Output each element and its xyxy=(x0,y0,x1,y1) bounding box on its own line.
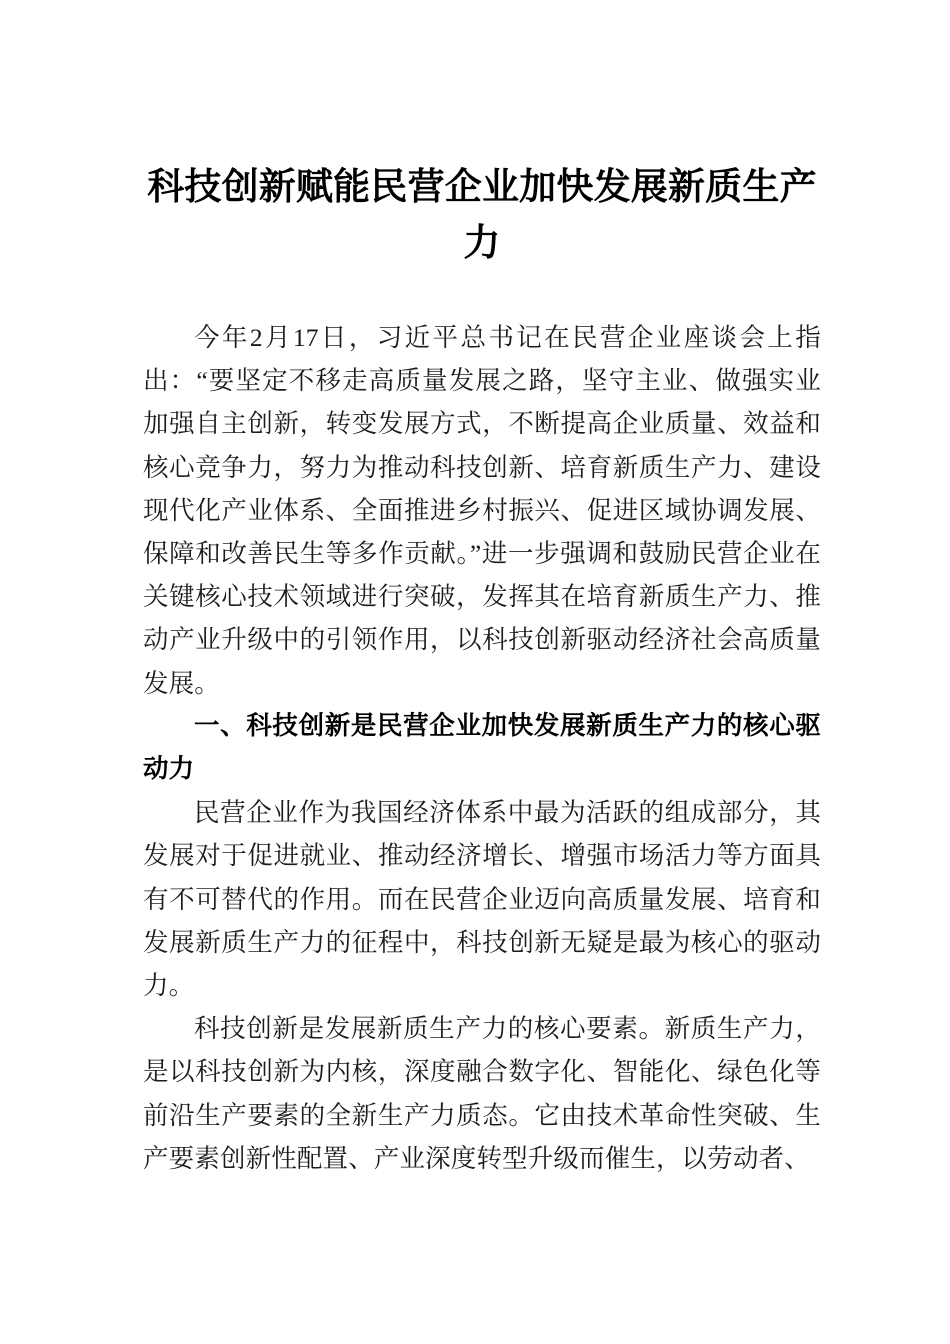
paragraph-core-element: 科技创新是发展新质生产力的核心要素。新质生产力，是以科技创新为内核，深度融合数字化、智能化、绿色化等前沿生产要素的全新生产力质态。它由技术革命性突破、生产要素创新性配置、产业深度转型升级而催生，以劳动者、 xyxy=(143,1014,821,1173)
paragraph-opening-quote: 今年2月17日，习近平总书记在民营企业座谈会上指出：“要坚定不移走高质量发展之路，坚守主业、做强实业加强自主创新，转变发展方式，不断提高企业质量、效益和核心竞争力，努力为推动科技创新、培育新质生产力、建设现代化产业体系、全面推进乡村振兴、促进区域协调发展、保障和改善民生等多作贡献。”进一步强调和鼓励民营企业在关键核心技术领域进行突破，发挥其在培育新质生产力、推动产业升级中的引领作用，以科技创新驱动经济社会高质量发展。 xyxy=(143,323,821,698)
section-heading-1: 一、科技创新是民营企业加快发展新质生产力的核心驱动力 xyxy=(143,711,821,784)
paragraph-private-enterprise-role: 民营企业作为我国经济体系中最为活跃的组成部分，其发展对于促进就业、推动经济增长、增强市场活力等方面具有不可替代的作用。而在民营企业迈向高质量发展、培育和发展新质生产力的征程中，科技创新无疑是最为核心的驱动力。 xyxy=(143,798,821,1001)
page-title: 科技创新赋能民营企业加快发展新质生产力 xyxy=(147,167,817,264)
document-content-column xyxy=(143,0,821,1180)
title-body-spacer xyxy=(143,272,821,316)
